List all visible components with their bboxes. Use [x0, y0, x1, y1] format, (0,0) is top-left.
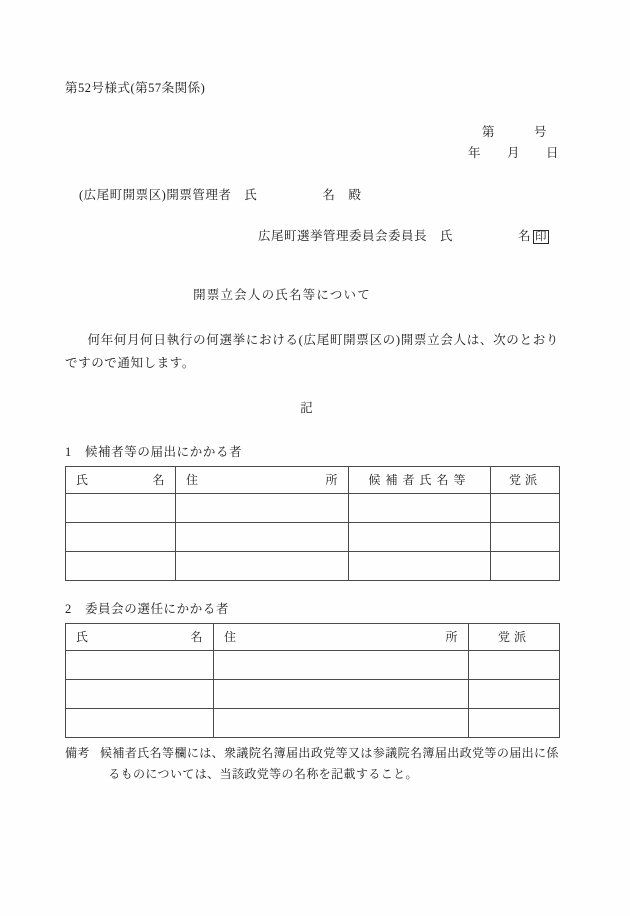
document-subject: 開票立会人の氏名等について	[193, 288, 371, 303]
cell-name[interactable]	[66, 551, 176, 580]
column-header-party-text: 党派	[497, 630, 530, 645]
cell-address[interactable]	[214, 679, 469, 708]
cell-candidate-name[interactable]	[349, 493, 491, 522]
form-number: 第52号様式(第57条関係)	[65, 81, 206, 95]
column-header-address	[176, 466, 349, 493]
section-2-heading: 2 委員会の選任にかかる者	[65, 601, 230, 616]
column-header-name-left: 氏	[76, 630, 89, 645]
column-header-name	[66, 623, 214, 650]
column-header-address-left: 住	[186, 473, 199, 488]
cell-candidate-name[interactable]	[349, 551, 491, 580]
cell-address[interactable]	[176, 522, 349, 551]
cell-party[interactable]	[491, 551, 560, 580]
column-header-party	[469, 623, 560, 650]
candidate-nominees-table	[65, 466, 560, 581]
addressee-line: (広尾町開票区)開票管理者 氏 名 殿	[79, 188, 362, 203]
cell-party[interactable]	[469, 650, 560, 679]
document-body-text	[65, 329, 559, 375]
column-header-name-right: 名	[152, 473, 165, 488]
cell-party[interactable]	[491, 493, 560, 522]
note-line-2: るものについては、当該政党等の名称を記載すること。	[108, 767, 418, 782]
table-row[interactable]	[66, 679, 560, 708]
cell-name[interactable]	[66, 493, 176, 522]
column-header-address	[214, 623, 469, 650]
document-body	[65, 78, 559, 786]
table-header-row	[66, 466, 560, 493]
cell-party[interactable]	[469, 708, 560, 737]
column-header-candidate-name-text: 候補者氏名等	[368, 473, 471, 488]
column-header-name-left: 氏	[76, 473, 89, 488]
section-1-heading: 1 候補者等の届出にかかる者	[65, 444, 243, 459]
column-header-name	[66, 466, 176, 493]
cell-address[interactable]	[176, 551, 349, 580]
document-note	[65, 743, 559, 786]
table-row[interactable]	[66, 650, 560, 679]
cell-name[interactable]	[66, 708, 214, 737]
body-paragraph: 何年何月何日執行の何選挙における(広尾町開票区の)開票立会人は、次のとおりですので通知します。	[65, 333, 559, 371]
column-header-address-right: 所	[445, 630, 458, 645]
document-meta	[65, 122, 559, 163]
seal-stamp-box: 印	[535, 231, 547, 244]
issuer-line	[65, 211, 559, 259]
column-header-name-right: 名	[190, 630, 203, 645]
cell-address[interactable]	[214, 708, 469, 737]
note-line-1: 候補者氏名等欄には、衆議院名簿届出政党等又は参議院名簿届出政党等の届出に係	[100, 745, 559, 760]
cell-candidate-name[interactable]	[349, 522, 491, 551]
column-header-party-text: 党派	[508, 473, 541, 488]
table-header-row	[66, 623, 560, 650]
cell-party[interactable]	[491, 522, 560, 551]
committee-appointees-table	[65, 623, 560, 738]
column-header-candidate-name	[349, 466, 491, 493]
cell-address[interactable]	[214, 650, 469, 679]
cell-party[interactable]	[469, 679, 560, 708]
column-header-address-right: 所	[325, 473, 338, 488]
table-row[interactable]	[66, 708, 560, 737]
issuer-name: 広尾町選挙管理委員会委員長 氏 名	[257, 229, 531, 244]
cell-name[interactable]	[66, 679, 214, 708]
cell-name[interactable]	[66, 522, 176, 551]
ki-mark: 記	[300, 400, 314, 415]
document-number-line: 第 号	[481, 125, 547, 139]
cell-name[interactable]	[66, 650, 214, 679]
note-label: 備考	[65, 745, 90, 760]
document-date-line: 年 月 日	[467, 145, 559, 160]
table-row[interactable]	[66, 522, 560, 551]
table-row[interactable]	[66, 551, 560, 580]
cell-address[interactable]	[176, 493, 349, 522]
column-header-address-left: 住	[224, 630, 237, 645]
table-row[interactable]	[66, 493, 560, 522]
column-header-party	[491, 466, 560, 493]
